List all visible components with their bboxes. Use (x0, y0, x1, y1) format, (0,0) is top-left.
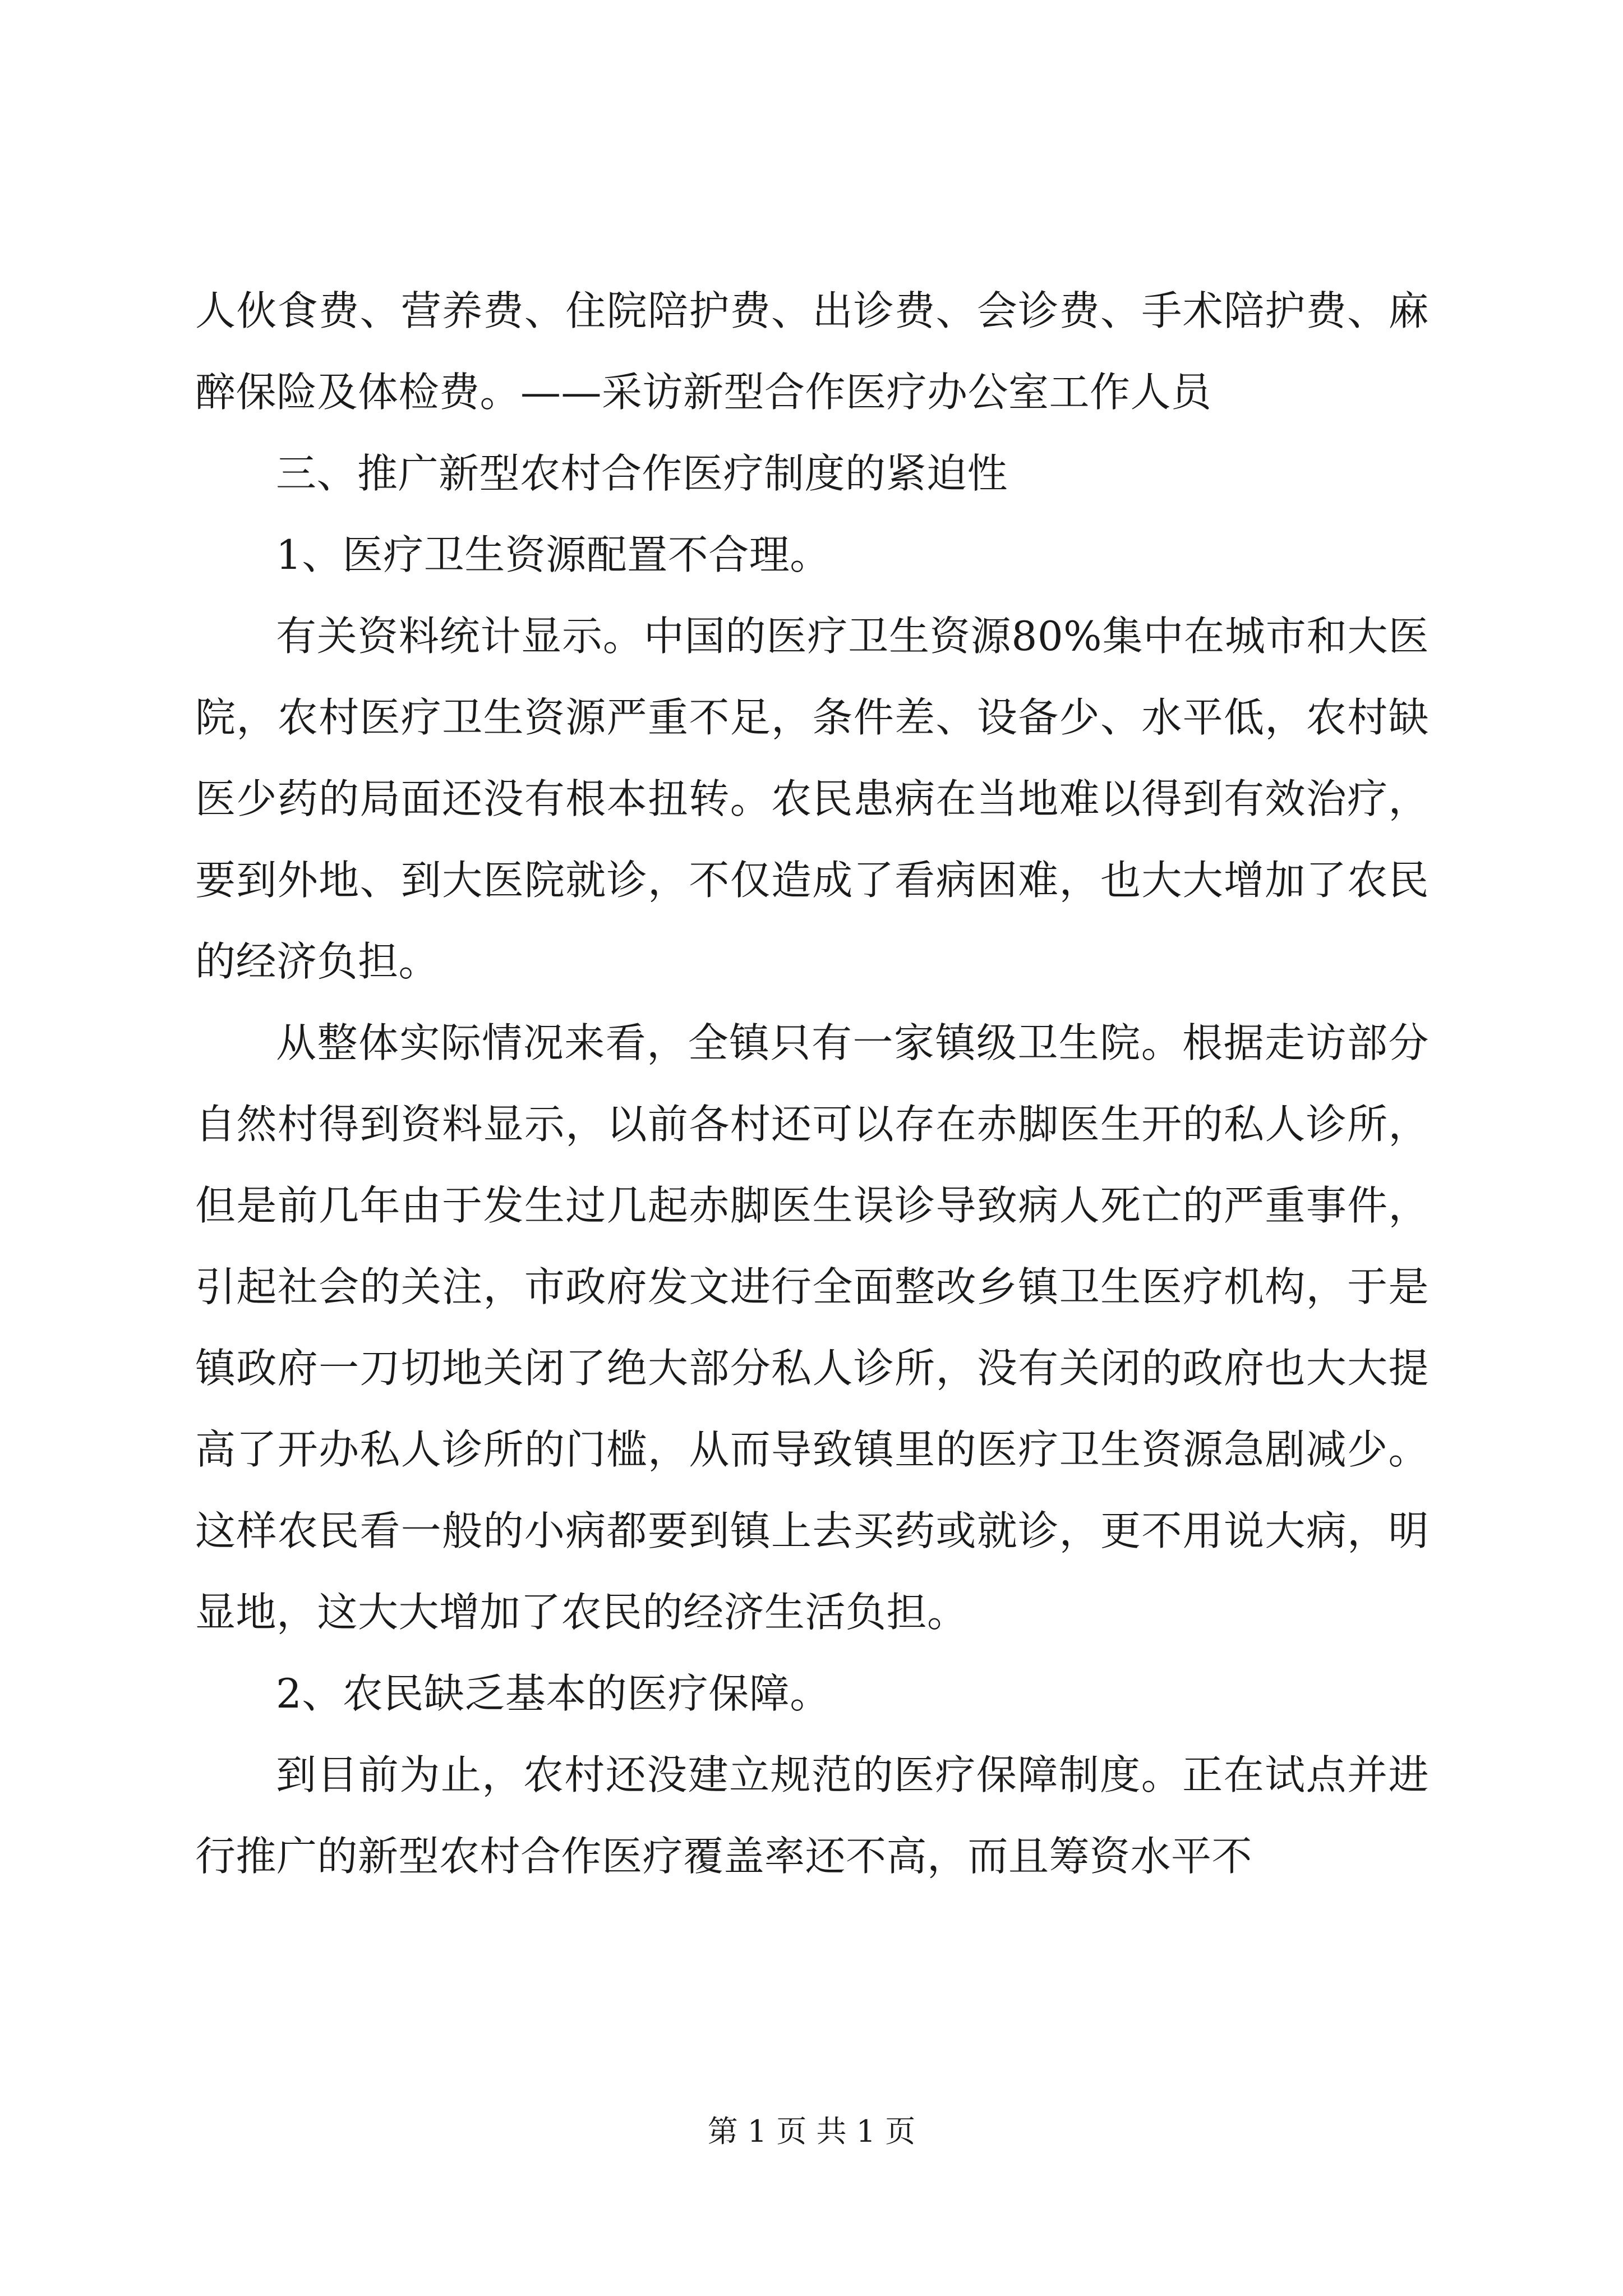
body-paragraph: 有关资料统计显示。中国的医疗卫生资源80%集中在城市和大医院，农村医疗卫生资源严重不足，条件差、设备少、水平低，农村缺医少药的局面还没有根本扭转。农民患病在当地难以得到有效治疗，要到外地、到大医院就诊，不仅造成了看病困难，也大大增加了农民的经济负担。 (195, 613, 1429, 985)
subsection-heading-1: 1、医疗卫生资源配置不合理。 (276, 531, 831, 578)
body-paragraph: 到目前为止，农村还没建立规范的医疗保障制度。正在试点并进行推广的新型农村合作医疗覆盖率还不高，而且筹资水平不 (195, 1751, 1429, 1880)
page-number-footer: 第 1 页 共 1 页 (707, 2114, 916, 2149)
paragraph-continuation: 人伙食费、营养费、住院陪护费、出诊费、会诊费、手术陪护费、麻醉保险及体检费。——采访新型合作医疗办公室工作人员 (195, 287, 1429, 416)
document-body (195, 270, 1429, 1897)
section-heading: 三、推广新型农村合作医疗制度的紧迫性 (276, 450, 1008, 497)
body-paragraph: 从整体实际情况来看，全镇只有一家镇级卫生院。根据走访部分自然村得到资料显示，以前各村还可以存在赤脚医生开的私人诊所，但是前几年由于发生过几起赤脚医生误诊导致病人死亡的严重事件，引起社会的关注，市政府发文进行全面整改乡镇卫生医疗机构，于是镇政府一刀切地关闭了绝大部分私人诊所，没有关闭的政府也大大提高了开办私人诊所的门槛，从而导致镇里的医疗卫生资源急剧减少。这样农民看一般的小病都要到镇上去买药或就诊，更不用说大病，明显地，这大大增加了农民的经济生活负担。 (195, 1019, 1429, 1636)
subsection-heading-2: 2、农民缺乏基本的医疗保障。 (276, 1670, 831, 1717)
